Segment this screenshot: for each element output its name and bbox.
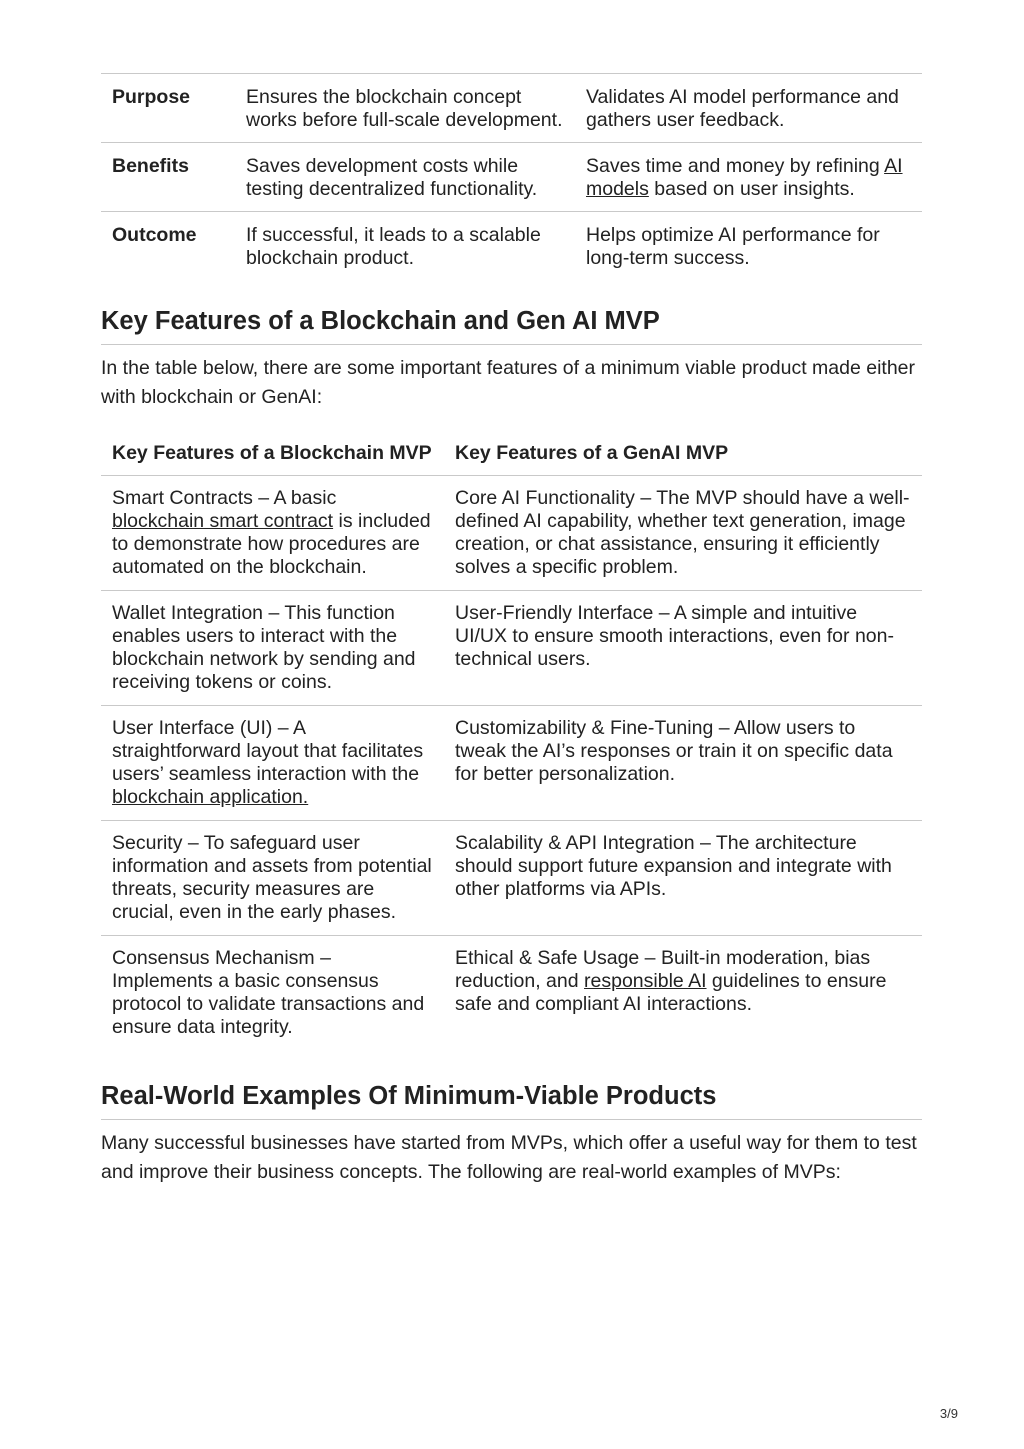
blockchain-feature-cell: Security – To safeguard user information and assets from potential threats, security measures are crucial, even in the early phases.	[112, 832, 432, 923]
ai-models-link[interactable]: AI models	[586, 155, 903, 200]
cell-text: Saves time and money by refining	[586, 155, 885, 177]
table-header-row	[101, 431, 922, 476]
cell-text: Smart Contracts – A basic	[112, 487, 337, 509]
genai-cell	[575, 143, 922, 212]
row-label: Outcome	[112, 224, 197, 246]
genai-feature-cell: Scalability & API Integration – The architecture should support future expansion and integrate with other platforms via APIs.	[455, 832, 892, 900]
table-row	[101, 74, 922, 143]
column-header-genai: Key Features of a GenAI MVP	[455, 442, 729, 464]
genai-feature-cell	[444, 936, 922, 1051]
cell-text: guidelines to ensure safe and compliant AI interactions.	[455, 970, 887, 1015]
row-label: Benefits	[112, 155, 189, 177]
blockchain-cell: If successful, it leads to a scalable blockchain product.	[246, 224, 541, 269]
blockchain-cell: Saves development costs while testing decentralized functionality.	[246, 155, 538, 200]
section-heading: Key Features of a Blockchain and Gen AI MVP	[101, 306, 922, 345]
table-row	[101, 936, 922, 1051]
table-row	[101, 143, 922, 212]
cell-text: Ethical & Safe Usage – Built-in moderation, bias reduction, and	[455, 947, 871, 992]
blockchain-feature-cell	[101, 706, 444, 821]
document-page	[101, 73, 922, 1187]
table-row	[101, 591, 922, 706]
section-intro: In the table below, there are some important features of a minimum viable product made either with blockchain or GenAI:	[101, 357, 916, 408]
genai-cell: Validates AI model performance and gathers user feedback.	[586, 86, 899, 131]
table-row	[101, 476, 922, 591]
section-intro: Many successful businesses have started from MVPs, which offer a useful way for them to test and improve their business concepts. The following are real-world examples of MVPs:	[101, 1132, 917, 1183]
table-row	[101, 821, 922, 936]
genai-feature-cell: Customizability & Fine-Tuning – Allow users to tweak the AI’s responses or train it on specific data for better personalization.	[455, 717, 893, 785]
blockchain-application-link[interactable]: blockchain application.	[112, 786, 309, 808]
responsible-ai-link[interactable]: responsible AI	[584, 970, 707, 992]
table-row	[101, 706, 922, 821]
cell-text: based on user insights.	[648, 178, 855, 200]
section-heading: Real-World Examples Of Minimum-Viable Products	[101, 1081, 922, 1120]
page-number: 3/9	[939, 1406, 958, 1421]
cell-text: User Interface (UI) – A straightforward layout that facilitates users’ seamless interaction with the	[112, 717, 424, 785]
features-table	[101, 431, 922, 1050]
cell-text: is included to demonstrate how procedures are automated on the blockchain.	[112, 510, 431, 578]
comparison-table	[101, 73, 922, 280]
blockchain-cell: Ensures the blockchain concept works before full-scale development.	[246, 86, 563, 131]
table-row	[101, 212, 922, 281]
row-label: Purpose	[112, 86, 191, 108]
genai-feature-cell: Core AI Functionality – The MVP should have a well-defined AI capability, whether text generation, image creation, or chat assistance, ensuring it efficiently solves a specific problem.	[455, 487, 910, 578]
genai-feature-cell: User-Friendly Interface – A simple and intuitive UI/UX to ensure smooth interactions, even for non-technical users.	[455, 602, 894, 670]
blockchain-feature-cell: Wallet Integration – This function enables users to interact with the blockchain network by sending and receiving tokens or coins.	[112, 602, 416, 693]
genai-cell: Helps optimize AI performance for long-term success.	[586, 224, 880, 269]
column-header-blockchain: Key Features of a Blockchain MVP	[112, 442, 432, 464]
blockchain-feature-cell: Consensus Mechanism – Implements a basic consensus protocol to validate transactions and ensure data integrity.	[112, 947, 425, 1038]
blockchain-smart-contract-link[interactable]: blockchain smart contract	[112, 510, 334, 532]
blockchain-feature-cell	[101, 476, 444, 591]
